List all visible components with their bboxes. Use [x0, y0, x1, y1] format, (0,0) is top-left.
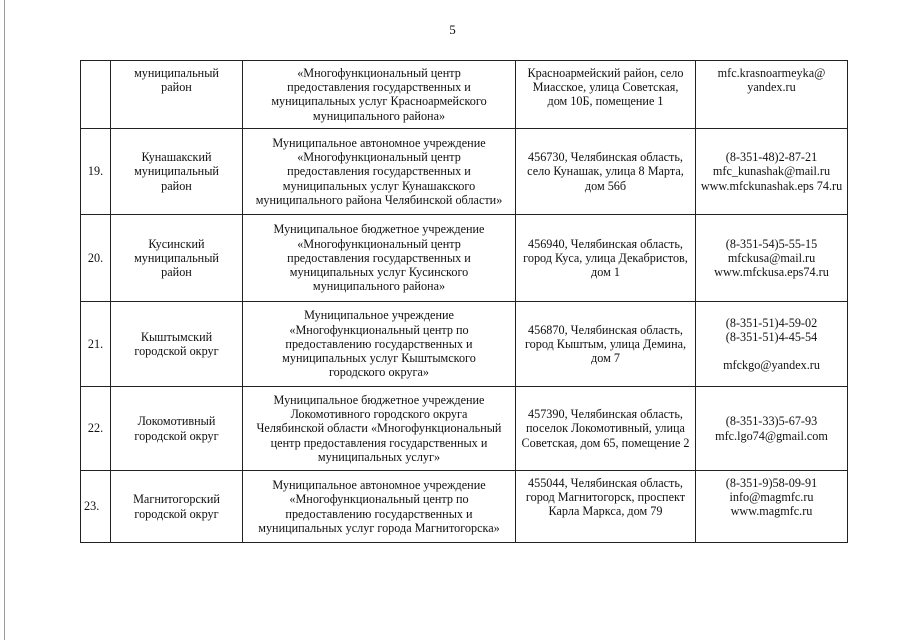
municipality-name: Кунашакский муниципальный район — [111, 129, 243, 215]
organization-name: Муниципальное автономное учреждение «Многофункциональный центр предоставления государственных и муниципальных услуг Кунашакского муниципального района Челябинской области» — [243, 129, 516, 215]
municipality-name: муниципальный район — [111, 61, 243, 129]
organization-name: Муниципальное учреждение «Многофункциональный центр по предоставлению государственных и муниципальных услуг Кыштымского городского округа» — [243, 302, 516, 387]
address: 456870, Челябинская область, город Кыштым, улица Демина, дом 7 — [516, 302, 696, 387]
contacts: (8-351-54)5-55-15 mfckusa@mail.ru www.mfckusa.eps74.ru — [696, 215, 848, 302]
address: 455044, Челябинская область, город Магнитогорск, проспект Карла Маркса, дом 79 — [516, 471, 696, 543]
address: 456940, Челябинская область, город Куса, улица Декабристов, дом 1 — [516, 215, 696, 302]
table-row — [81, 61, 848, 129]
municipality-name: Кыштымский городской округ — [111, 302, 243, 387]
table-row — [81, 302, 848, 387]
table-row — [81, 215, 848, 302]
contacts: (8-351-9)58-09-91 info@magmfc.ru www.magmfc.ru — [696, 471, 848, 543]
page-edge-line — [4, 0, 5, 640]
organization-name: Муниципальное автономное учреждение «Многофункциональный центр по предоставлению государственных и муниципальных услуг города Магнитогорска» — [243, 471, 516, 543]
municipality-name: Кусинский муниципальный район — [111, 215, 243, 302]
row-number: 23. — [81, 471, 111, 543]
contacts: (8-351-33)5-67-93 mfc.lgo74@gmail.com — [696, 387, 848, 471]
contacts: (8-351-51)4-59-02 (8-351-51)4-45-54 mfckgo@yandex.ru — [696, 302, 848, 387]
table-row — [81, 387, 848, 471]
address: 456730, Челябинская область, село Кунашак, улица 8 Марта, дом 56б — [516, 129, 696, 215]
row-number: 20. — [81, 215, 111, 302]
municipality-name: Локомотивный городской округ — [111, 387, 243, 471]
page-number: 5 — [449, 22, 456, 37]
address: 457390, Челябинская область, поселок Локомотивный, улица Советская, дом 65, помещение 2 — [516, 387, 696, 471]
organization-name: Муниципальное бюджетное учреждение «Многофункциональный центр предоставления государственных и муниципальных услуг Кусинского муниципального района» — [243, 215, 516, 302]
row-number — [81, 61, 111, 129]
organization-name: Муниципальное бюджетное учреждение Локомотивного городского округа Челябинской области «Многофункциональный центр предоставления государственных и муниципальных услуг» — [243, 387, 516, 471]
mfc-registry-table — [80, 60, 848, 543]
table-row — [81, 471, 848, 543]
contacts: mfc.krasnoarmeyka@ yandex.ru — [696, 61, 848, 129]
address: Красноармейский район, село Миасское, улица Советская, дом 10Б, помещение 1 — [516, 61, 696, 129]
organization-name: «Многофункциональный центр предоставления государственных и муниципальных услуг Красноармейского муниципального района» — [243, 61, 516, 129]
row-number: 21. — [81, 302, 111, 387]
contacts: (8-351-48)2-87-21 mfc_kunashak@mail.ru www.mfckunashak.eps 74.ru — [696, 129, 848, 215]
row-number: 22. — [81, 387, 111, 471]
table-row — [81, 129, 848, 215]
row-number: 19. — [81, 129, 111, 215]
municipality-name: Магнитогорский городской округ — [111, 471, 243, 543]
